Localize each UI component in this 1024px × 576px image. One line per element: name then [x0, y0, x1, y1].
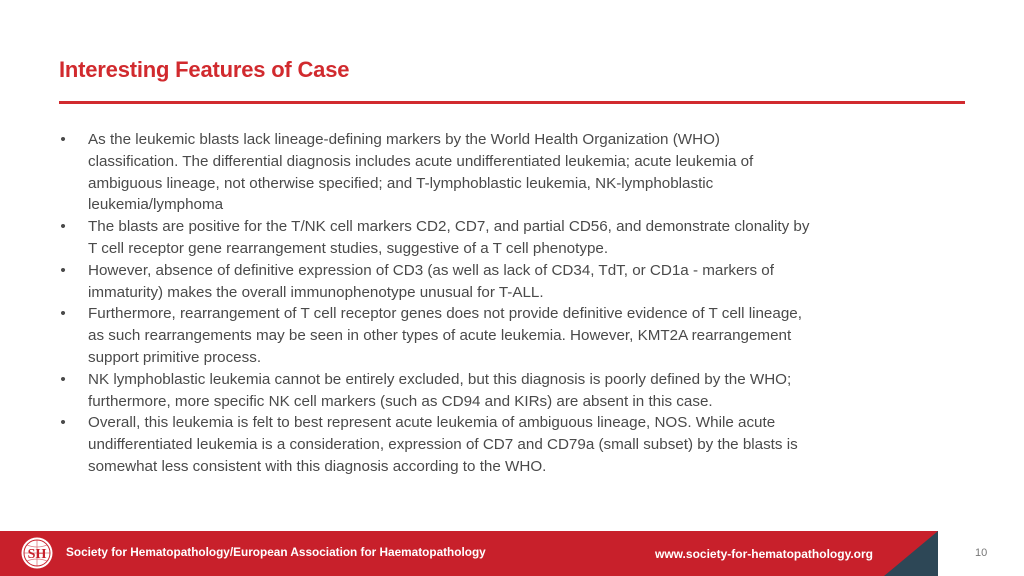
bullet-marker: •: [60, 131, 66, 148]
bullet-line: ambiguous lineage, not otherwise specified; and T-lymphoblastic leukemia, NK-lymphoblastic: [88, 174, 714, 192]
bullet-line: furthermore, more specific NK cell markers (such as CD94 and KIRs) are absent in this case.: [88, 392, 713, 410]
organization-name: Society for Hematopathology/European Association for Haematopathology: [66, 545, 486, 559]
bullet-line: undifferentiated leukemia is a consideration, expression of CD7 and CD79a (small subset) by the blasts is: [88, 436, 798, 454]
bullet-item: [56, 129, 916, 216]
bullet-line: Furthermore, rearrangement of T cell receptor genes does not provide definitive evidence of T cell lineage,: [88, 305, 802, 323]
bullet-marker: •: [60, 261, 66, 279]
title-divider: [59, 101, 965, 104]
bullet-line: NK lymphoblastic leukemia cannot be entirely excluded, but this diagnosis is poorly defined by the WHO;: [88, 370, 792, 388]
logo-text: SH: [27, 547, 47, 562]
bullet-list: [56, 129, 916, 478]
bullet-line: immaturity) makes the overall immunophenotype unusual for T-ALL.: [88, 283, 544, 301]
slide-title: Interesting Features of Case: [59, 57, 350, 82]
bullet-line: Overall, this leukemia is felt to best represent acute leukemia of ambiguous lineage, NOS. While acute: [88, 414, 776, 432]
bullet-line: support primitive process.: [88, 348, 262, 366]
bullet-line: However, absence of definitive expression of CD3 (as well as lack of CD34, TdT, or CD1a - markers of: [88, 261, 774, 279]
bullet-line: somewhat less consistent with this diagnosis according to the WHO.: [88, 457, 547, 475]
bullet-line: T cell receptor gene rearrangement studies, suggestive of a T cell phenotype.: [88, 239, 609, 257]
bullet-marker: •: [60, 305, 66, 323]
bullet-item: [56, 260, 916, 304]
bullet-item: [56, 369, 916, 413]
bullet-line: classification. The differential diagnosis includes acute undifferentiated leukemia; acute leukemia of: [88, 152, 754, 170]
website-link[interactable]: www.society-for-hematopathology.org: [655, 547, 874, 561]
bullet-marker: •: [60, 370, 66, 388]
bullet-line: The blasts are positive for the T/NK cell markers CD2, CD7, and partial CD56, and demonstrate clonality by: [88, 218, 810, 236]
page-number: 10: [975, 547, 988, 559]
bullet-marker: •: [60, 218, 66, 236]
bullet-line: as such rearrangements may be seen in other types of acute leukemia. However, KMT2A rearrangement: [88, 327, 792, 345]
bullet-item: [56, 303, 916, 368]
bullet-marker: •: [60, 414, 66, 432]
society-logo-icon: [20, 536, 54, 570]
bullet-item: [56, 412, 916, 477]
bullet-item: [56, 216, 916, 260]
bullet-line: As the leukemic blasts lack lineage-defining markers by the World Health Organization (WHO): [88, 131, 720, 148]
bullet-line: leukemia/lymphoma: [88, 196, 224, 214]
